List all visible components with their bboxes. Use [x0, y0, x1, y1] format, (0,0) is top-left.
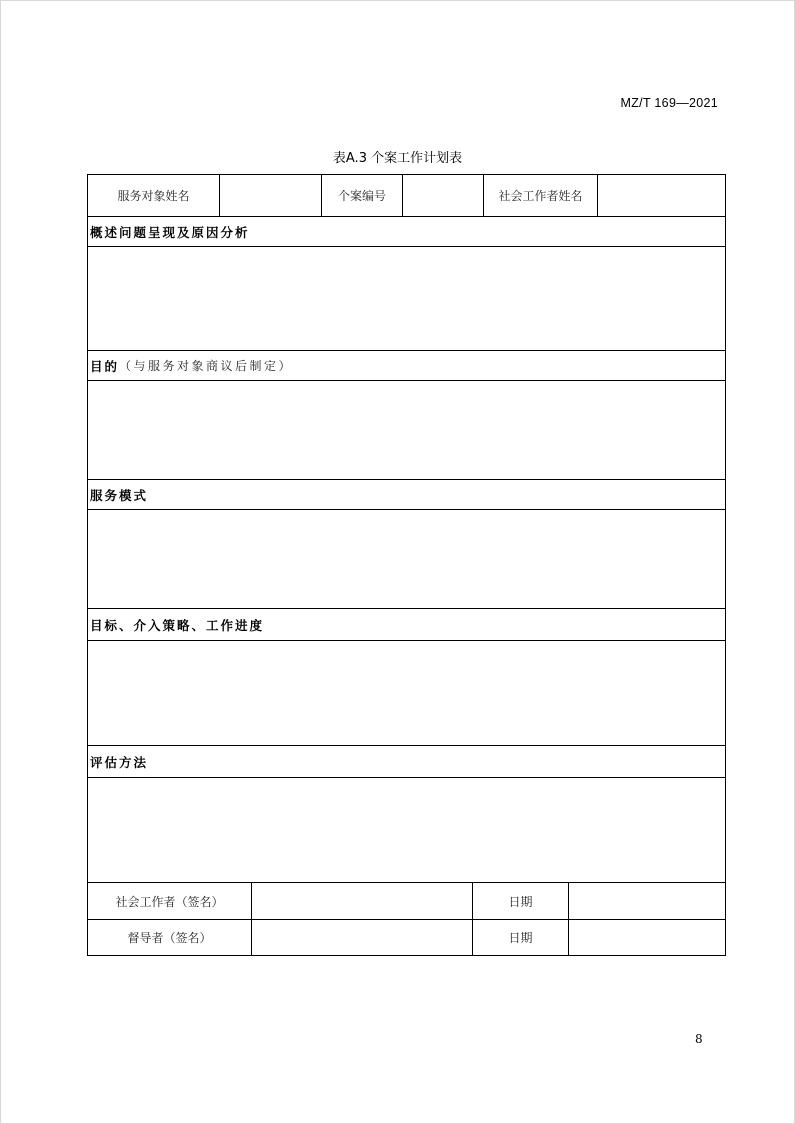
client-name-label: 服务对象姓名 — [117, 189, 190, 203]
section-content-goals-strategy-progress[interactable] — [88, 641, 725, 745]
section-content-problem-analysis[interactable] — [88, 247, 725, 350]
section-label-evaluation-method — [90, 746, 148, 777]
table-title: 表A.3 个案工作计划表 — [332, 151, 463, 166]
worker-name-label: 社会工作者姓名 — [498, 189, 583, 203]
section-content-service-mode[interactable] — [88, 510, 725, 608]
page-number: 8 — [695, 1032, 703, 1046]
case-plan-table — [87, 174, 726, 956]
section-note: （与服务对象商议后制定） — [119, 359, 294, 373]
section-label-purpose — [90, 351, 293, 380]
divider — [88, 745, 725, 746]
supervisor-date-field[interactable] — [569, 920, 725, 955]
section-label-goals-strategy-progress — [90, 609, 264, 640]
divider — [88, 479, 725, 480]
section-title: 服务模式 — [90, 487, 149, 503]
section-title: 概述问题呈现及原因分析 — [90, 224, 250, 240]
case-number-field[interactable] — [403, 175, 483, 216]
section-label-problem-analysis — [90, 217, 250, 246]
worker-signature-label: 社会工作者（签名） — [115, 894, 224, 909]
section-content-evaluation-method[interactable] — [88, 778, 725, 882]
worker-name-field[interactable] — [598, 175, 725, 216]
supervisor-signature-label: 督导者（签名） — [127, 931, 212, 945]
worker-date-label: 日期 — [508, 894, 533, 909]
section-title: 目的 — [90, 358, 120, 374]
standard-code: MZ/T 169—2021 — [620, 96, 718, 110]
section-content-purpose[interactable] — [88, 381, 725, 479]
section-label-service-mode — [90, 480, 148, 509]
section-title: 目标、介入策略、工作进度 — [90, 617, 265, 633]
supervisor-signature-field[interactable] — [252, 920, 472, 955]
case-number-label: 个案编号 — [337, 189, 386, 203]
client-name-field[interactable] — [220, 175, 321, 216]
section-title: 评估方法 — [90, 754, 149, 770]
supervisor-date-label: 日期 — [508, 931, 533, 945]
worker-date-field[interactable] — [569, 883, 725, 919]
worker-signature-field[interactable] — [252, 883, 472, 919]
